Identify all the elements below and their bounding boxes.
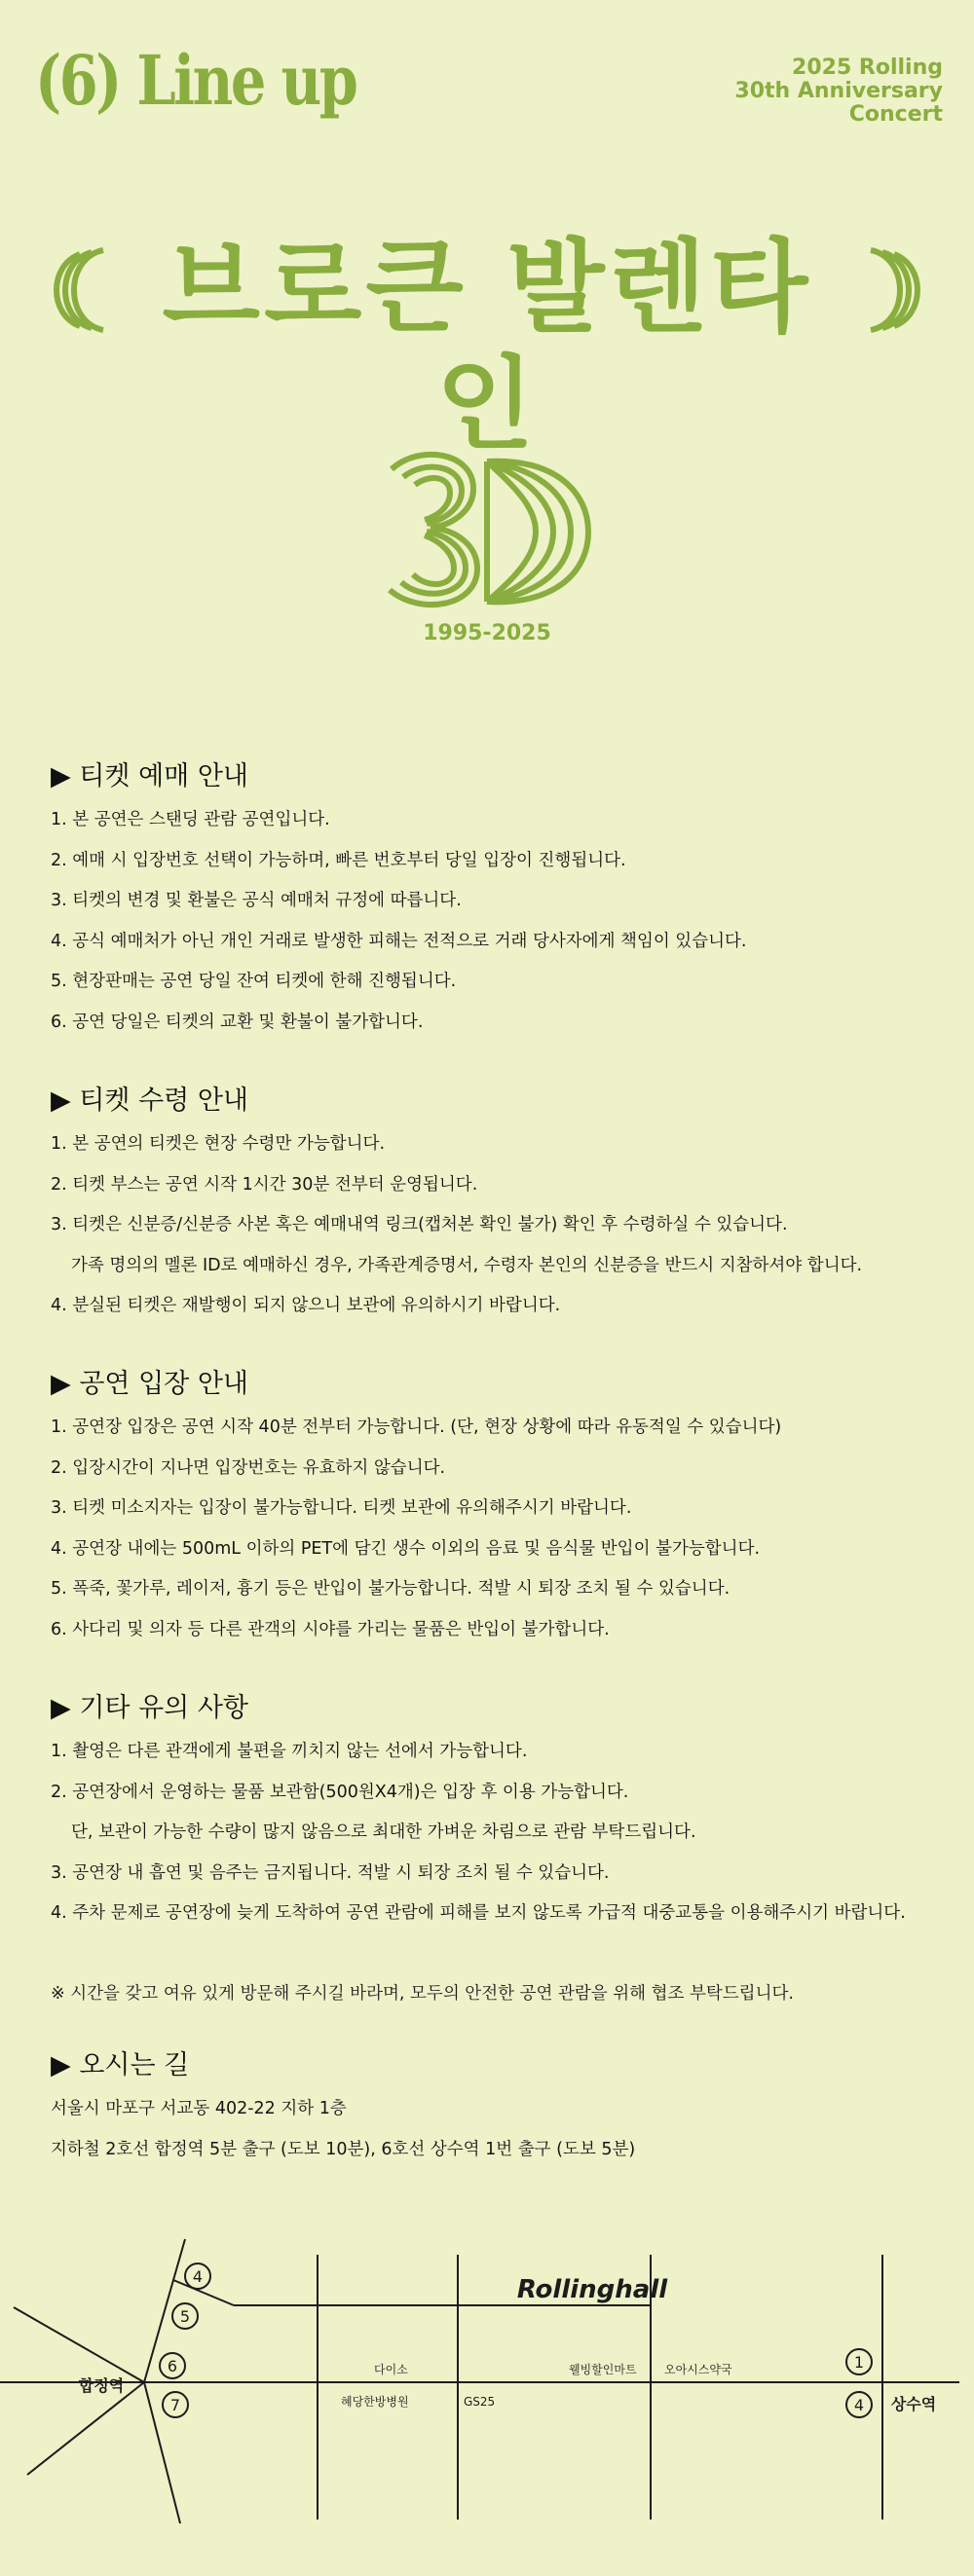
list-item: 단, 보관이 가능한 수량이 많지 않음으로 최대한 가벼운 차림으로 관람 부탁드립니다. [71, 1822, 696, 1842]
concert-line-3: Concert [848, 102, 943, 127]
list-item: 2. 티켓 부스는 공연 시작 1시간 30분 전부터 운영됩니다. [51, 1174, 478, 1195]
station-label-hapjeong: 합정역 [78, 2376, 125, 2395]
list-item: 1. 본 공연의 티켓은 현장 수령만 가능합니다. [51, 1134, 386, 1154]
list-item: 4. 공식 예매처가 아닌 개인 거래로 발생한 피해는 전적으로 거래 당사자에게 책임이 있습니다. [51, 931, 747, 951]
list-item: 4. 분실된 티켓은 재발행이 되지 않으니 보관에 유의하시기 바랍니다. [51, 1296, 561, 1315]
place-label: 오아시스약국 [664, 2363, 732, 2376]
list-item: 5. 현장판매는 공연 당일 잔여 티켓에 한해 진행됩니다. [51, 972, 457, 991]
list-item: 4. 주차 문제로 공연장에 늦게 도착하여 공연 관람에 피해를 보지 않도록 가급적 대중교통을 이용해주시기 바랍니다. [51, 1903, 906, 1923]
list-item: 3. 공연장 내 흡연 및 음주는 금지됩니다. 적발 시 퇴장 조치 될 수 있습니다. [51, 1862, 610, 1883]
left-bracket-icon [35, 246, 113, 334]
other-notes-section [51, 1691, 947, 1944]
anniversary-30-logo [380, 448, 594, 613]
place-label: 웰빙할인마트 [569, 2363, 637, 2376]
list-item: 1. 촬영은 다른 관객에게 불편을 끼치지 않는 선에서 가능합니다. [51, 1742, 528, 1761]
directions-section [51, 2048, 947, 2180]
ticket-pickup-section [51, 1084, 947, 1337]
list-item: 2. 예매 시 입장번호 선택이 가능하며, 빠른 번호부터 당일 입장이 진행됩니다. [51, 850, 626, 870]
list-item: 4. 공연장 내에는 500mL 이하의 PET에 담긴 생수 이외의 음료 및 음식물 반입이 불가능합니다. [51, 1538, 761, 1559]
place-label: 혜당한방병원 [341, 2395, 409, 2409]
venue-map [0, 2229, 974, 2560]
list-item: 1. 본 공연은 스탠딩 관람 공연입니다. [51, 810, 330, 829]
list-item: 3. 티켓의 변경 및 환불은 공식 예매처 규정에 따릅니다. [51, 891, 462, 910]
station-label-sangsu: 상수역 [890, 2395, 937, 2413]
logo-years: 1995-2025 [423, 621, 551, 645]
subway-line: 지하철 2호선 합정역 5분 출구 (도보 10분), 6호선 상수역 1번 출구 (도보 5분) [51, 2139, 636, 2159]
exit-number: 1 [853, 2353, 865, 2372]
exit-number: 6 [167, 2357, 178, 2375]
place-label: 다이소 [374, 2363, 408, 2376]
exit-number: 5 [179, 2307, 191, 2326]
concert-line-2: 30th Anniversary [734, 79, 943, 103]
entry-info-section [51, 1367, 947, 1660]
exit-number: 4 [853, 2396, 865, 2414]
section-title: ▶ 티켓 수령 안내 [51, 1086, 249, 1116]
list-item: 6. 사다리 및 의자 등 다른 관객의 시야를 가리는 물품은 반입이 불가합니다. [51, 1619, 610, 1639]
list-item: 3. 티켓은 신분증/신분증 사본 혹은 예매내역 링크(캡처본 확인 불가) 확인 후 수령하실 수 있습니다. [51, 1215, 788, 1234]
list-item: 2. 입장시간이 지나면 입장번호는 유효하지 않습니다. [51, 1457, 446, 1478]
main-title-banner [0, 228, 974, 463]
section-title: ▶ 기타 유의 사항 [51, 1693, 249, 1723]
venue-label: Rollinghall [516, 2275, 668, 2304]
notice-text: ※ 시간을 갖고 여유 있게 방문해 주시길 바라며, 모두의 안전한 공연 관람을 위해 협조 부탁드립니다. [51, 1984, 794, 2004]
exit-number: 4 [192, 2267, 204, 2286]
list-item: 1. 공연장 입장은 공연 시작 40분 전부터 가능합니다. (단, 현장 상황에 따라 유동적일 수 있습니다) [51, 1417, 782, 1437]
list-item: 3. 티켓 미소지자는 입장이 불가능합니다. 티켓 보관에 유의해주시기 바랍니다. [51, 1498, 632, 1518]
list-item: 6. 공연 당일은 티켓의 교환 및 환불이 불가합니다. [51, 1012, 424, 1032]
ticket-booking-section [51, 759, 947, 1052]
right-bracket-icon [861, 246, 939, 334]
exit-number: 7 [169, 2396, 181, 2414]
concert-line-1: 2025 Rolling [792, 55, 943, 80]
section-title: ▶ 공연 입장 안내 [51, 1369, 249, 1399]
list-item: 5. 폭죽, 꽃가루, 레이저, 흉기 등은 반입이 불가능합니다. 적발 시 퇴장 조치 될 수 있습니다. [51, 1579, 730, 1599]
section-title: ▶ 오시는 길 [51, 2050, 190, 2080]
address-line: 서울시 마포구 서교동 402-22 지하 1층 [51, 2099, 347, 2118]
lineup-title: (6) Line up [35, 40, 356, 121]
list-item: 가족 명의의 멜론 ID로 예매하신 경우, 가족관계증명서, 수령자 본인의 신분증을 반드시 지참하셔야 합니다. [71, 1255, 863, 1275]
main-title: 브로큰 발렌타인 [162, 228, 812, 463]
list-item: 2. 공연장에서 운영하는 물품 보관함(500원X4개)은 입장 후 이용 가능합니다. [51, 1782, 629, 1802]
section-title: ▶ 티켓 예매 안내 [51, 761, 249, 791]
concert-name [690, 56, 943, 127]
place-label: GS25 [464, 2395, 496, 2409]
